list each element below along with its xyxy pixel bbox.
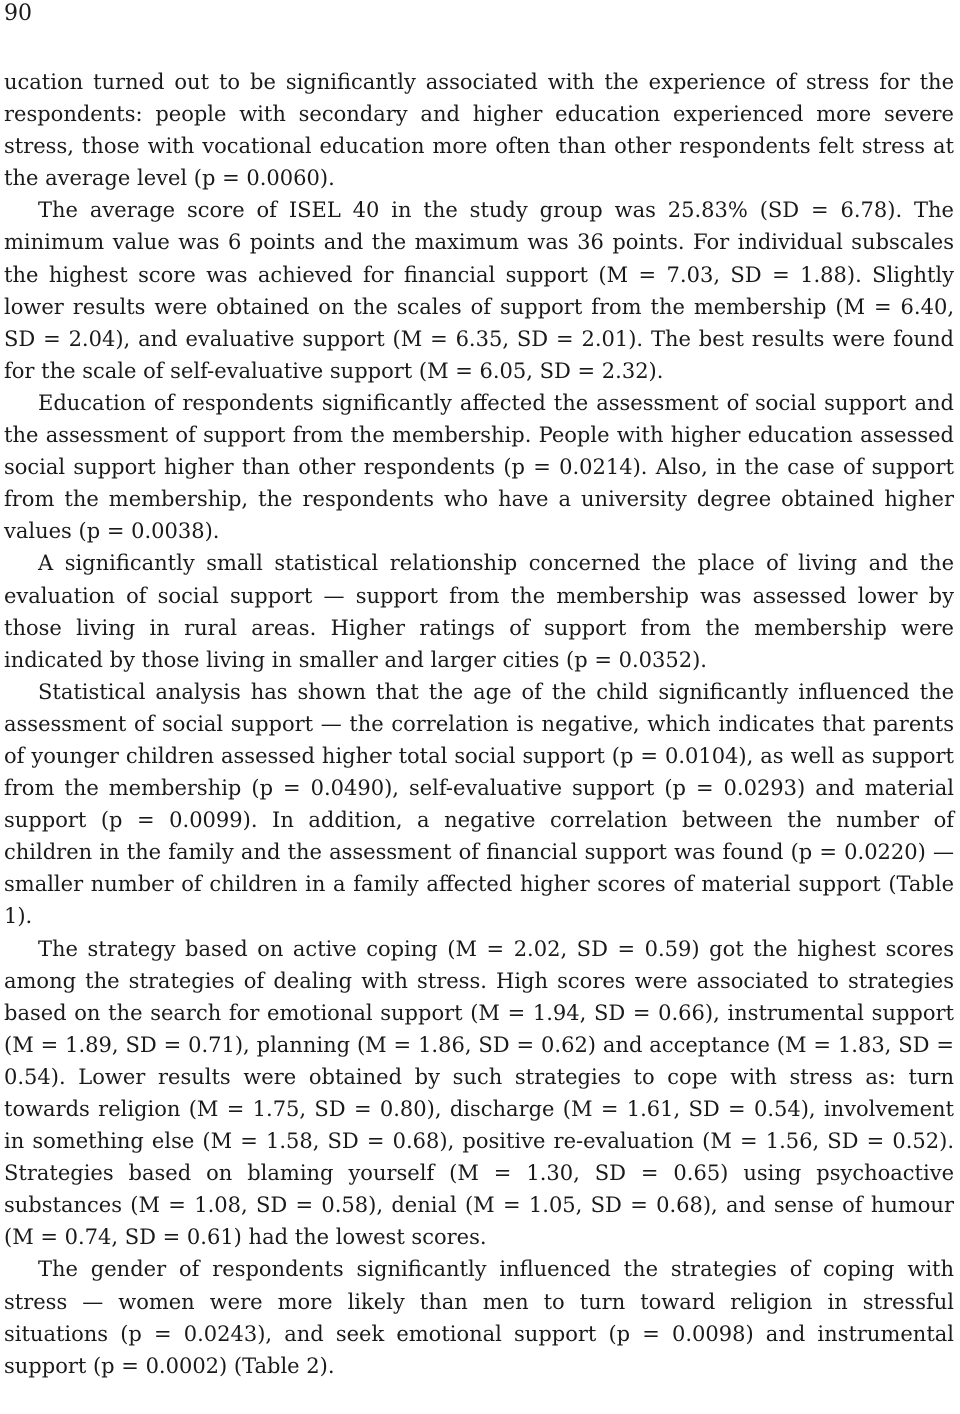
paragraph-coping-strategies: The strategy based on active coping (M = 2.02, SD = 0.59) got the highest scores among the strategies of dealing with stress. High scores were associated to strategies based on the search for emotional support (M = 1.94, SD = 0.66), instrumental support (M = 1.89, SD = 0.71), planning (M = 1.86, SD = 0.62) and acceptance (M = 1.83, SD = 0.54). Lower results were obtained by such strategies to cope with stress as: turn towards religion (M = 1.75, SD = 0.80), discharge (M = 1.61, SD = 0.54), involvement in something else (M = 1.58, SD = 0.68), positive re-evaluation (M = 1.56, SD = 0.52). Strategies based on blaming yourself (M = 1.30, SD = 0.65) using psychoactive substances (M = 1.08, SD = 0.58), denial (M = 1.05, SD = 0.68), and sense of humour (M = 0.74, SD = 0.61) had the lowest scores. xyxy=(4,936,954,1250)
paragraph-education-stress: ucation turned out to be significantly associated with the experience of stress for the respondents: people with secondary and higher education experienced more severe stress, those with vocational education more often than other respondents felt stress at the average level (p = 0.0060). xyxy=(4,70,954,191)
paragraph-isel-scores: The average score of ISEL 40 in the study group was 25.83% (SD = 6.78). The minimum value was 6 points and the maximum was 36 points. For individual subscales the highest score was achieved for financial support (M = 7.03, SD = 1.88). Slightly lower results were obtained on the scales of support from the membership (M = 6.40, SD = 2.04), and evaluative support (M = 6.35, SD = 2.01). The best results were found for the scale of self-evaluative support (M = 6.05, SD = 2.32). xyxy=(4,198,954,383)
page-number: 90 xyxy=(4,1,32,26)
paragraph-child-age: Statistical analysis has shown that the age of the child significantly influenced the assessment of social support — the correlation is negative, which indicates that parents of younger children assessed higher total social support (p = 0.0104), as well as support from the membership (p = 0.0490), self-evaluative support (p = 0.0293) and material support (p = 0.0099). In addition, a negative correlation between the number of children in the family and the assessment of financial support was found (p = 0.0220) — smaller number of children in a family affected higher scores of material support (Table 1). xyxy=(4,679,954,929)
body-text xyxy=(4,66,954,1382)
paragraph-gender: The gender of respondents significantly influenced the strategies of coping with stress — women were more likely than men to turn toward religion in stressful situations (p = 0.0243), and seek emotional support (p = 0.0098) and instrumental support (p = 0.0002) (Table 2). xyxy=(4,1257,954,1378)
paragraph-place-of-living: A significantly small statistical relationship concerned the place of living and the evaluation of social support — support from the membership was assessed lower by those living in rural areas. Higher ratings of support from the membership were indicated by those living in smaller and larger cities (p = 0.0352). xyxy=(4,551,954,672)
paragraph-education-support: Education of respondents significantly affected the assessment of social support and the assessment of support from the membership. People with higher education assessed social support higher than other respondents (p = 0.0214). Also, in the case of support from the membership, the respondents who have a university degree obtained higher values (p = 0.0038). xyxy=(4,390,954,544)
